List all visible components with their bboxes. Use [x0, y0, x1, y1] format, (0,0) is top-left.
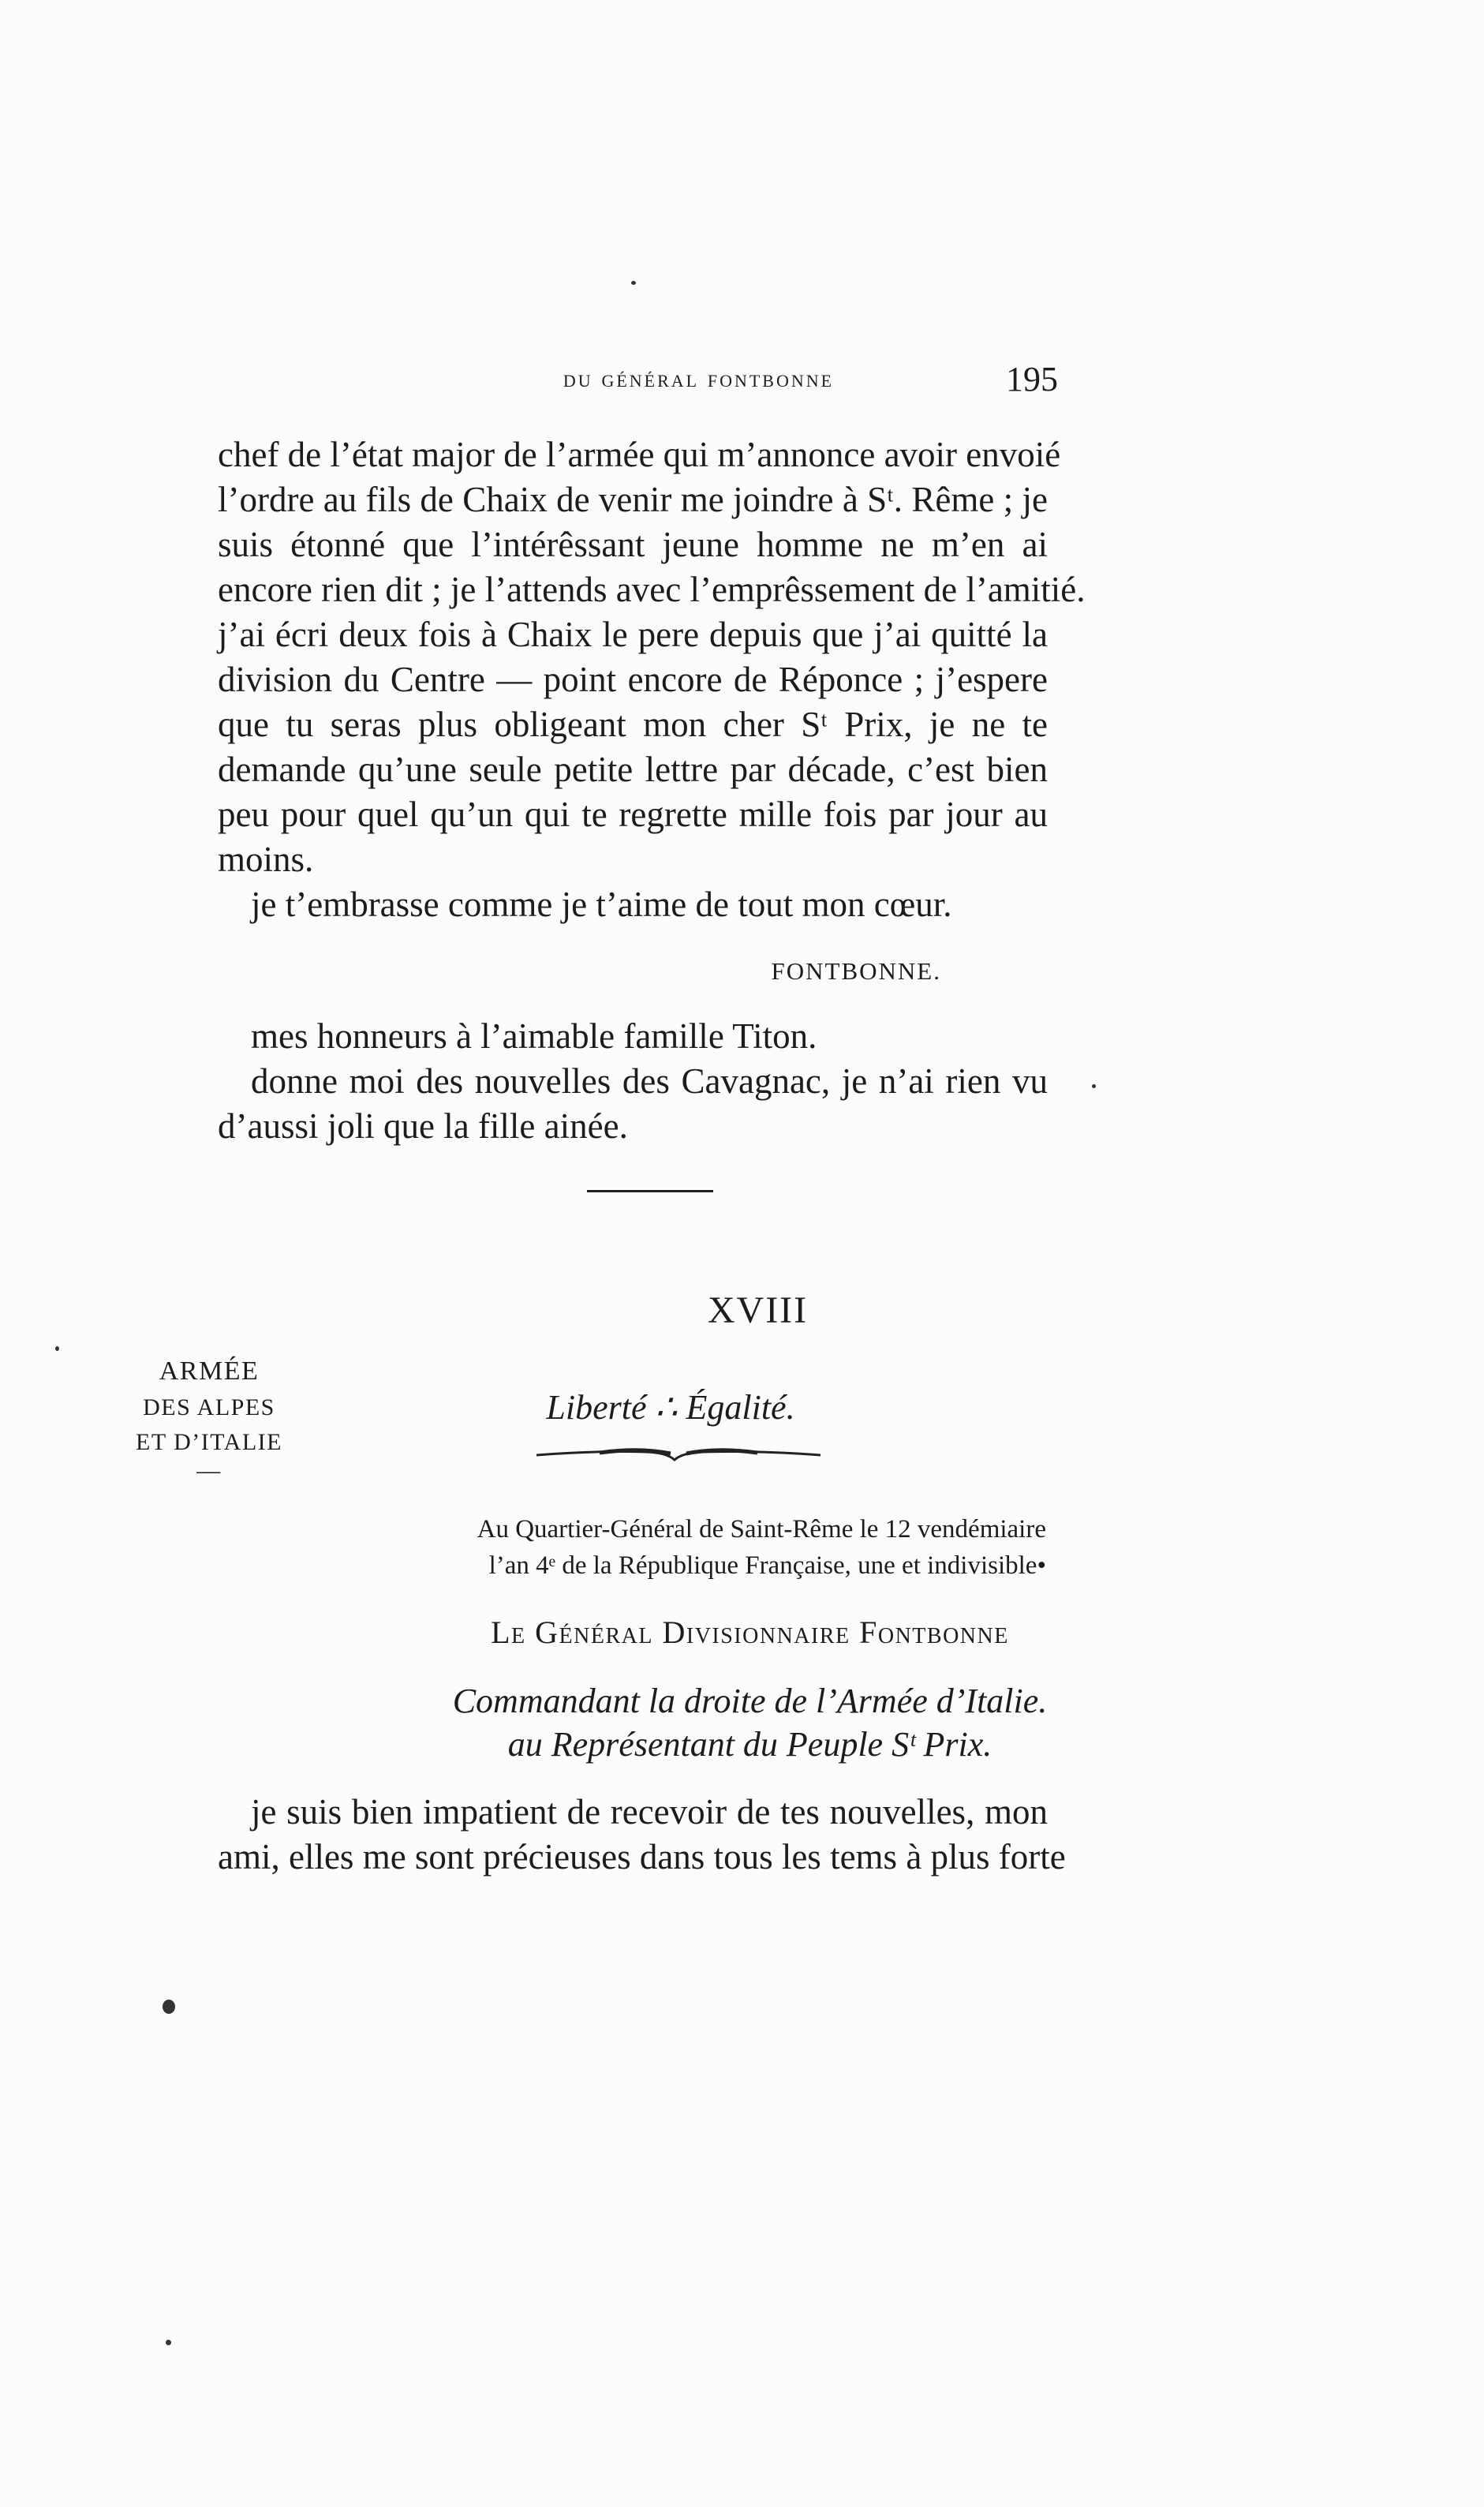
margin-note-italie: ET D’ITALIE: [136, 1429, 282, 1455]
postscript-line: donne moi des nouvelles des Cavagnac, je n’ai rien vu: [251, 1061, 1048, 1101]
ink-speck: [55, 1346, 59, 1351]
body-line: demande qu’une seule petite lettre par décade, c’est bien: [218, 750, 1048, 789]
section-rule: [587, 1190, 713, 1192]
margin-note-dash: —: [196, 1457, 222, 1484]
body-line: moins.: [218, 840, 314, 879]
ink-speck: [166, 2340, 171, 2345]
postscript-line: mes honneurs à l’aimable famille Titon.: [251, 1016, 817, 1056]
margin-note-army: ARMÉE: [159, 1356, 260, 1386]
next-letter-line: je suis bien impatient de recevoir de tes nouvelles, mon: [251, 1792, 1048, 1832]
body-line: division du Centre — point encore de Réponce ; j’espere: [218, 660, 1048, 699]
signature: FONTBONNE.: [771, 957, 941, 985]
ink-speck: [163, 2000, 175, 2014]
dateline-line-1: Au Quartier-Général de Saint-Rême le 12 vendémiaire: [477, 1515, 1046, 1543]
body-line: chef de l’état major de l’armée qui m’annonce avoir envoié: [218, 435, 1061, 474]
body-line: peu pour quel qu’un qui te regrette mille fois par jour au: [218, 795, 1048, 834]
chapter-number: XVIII: [707, 1289, 809, 1331]
letter-heading: Le Général Divisionnaire Fontbonne: [491, 1615, 1009, 1650]
ink-speck: [1092, 1084, 1096, 1088]
body-line: suis étonné que l’intérêssant jeune homme ne m’en ai: [218, 525, 1048, 564]
body-line: que tu seras plus obligeant mon cher Sᵗ Prix, je ne te: [218, 705, 1048, 744]
next-letter-line: ami, elles me sont précieuses dans tous les tems à plus forte: [218, 1837, 1066, 1877]
subheading-line-1: Commandant la droite de l’Armée d’Italie.: [452, 1682, 1048, 1720]
postscript-line: d’aussi joli que la fille ainée.: [218, 1106, 628, 1146]
dateline-line-2: l’an 4ᵉ de la République Française, une et indivisible•: [488, 1551, 1046, 1580]
ink-speck: [631, 281, 636, 285]
margin-note-alpes: DES ALPES: [143, 1394, 275, 1420]
body-line: j’ai écri deux fois à Chaix le pere depuis que j’ai quitté la: [218, 615, 1048, 654]
motto: Liberté ∴ Égalité.: [546, 1388, 795, 1427]
subheading-line-2: au Représentant du Peuple Sᵗ Prix.: [507, 1725, 992, 1764]
closing-line: je t’embrasse comme je t’aime de tout mon cœur.: [251, 885, 952, 924]
page-number: 195: [1006, 360, 1058, 399]
running-header: du général fontbonne: [563, 365, 835, 392]
body-line: l’ordre au fils de Chaix de venir me joindre à Sᵗ. Rême ; je: [218, 480, 1048, 519]
ornamental-flourish: [505, 1442, 852, 1466]
body-line: encore rien dit ; je l’attends avec l’emprêssement de l’amitié.: [218, 570, 1086, 609]
